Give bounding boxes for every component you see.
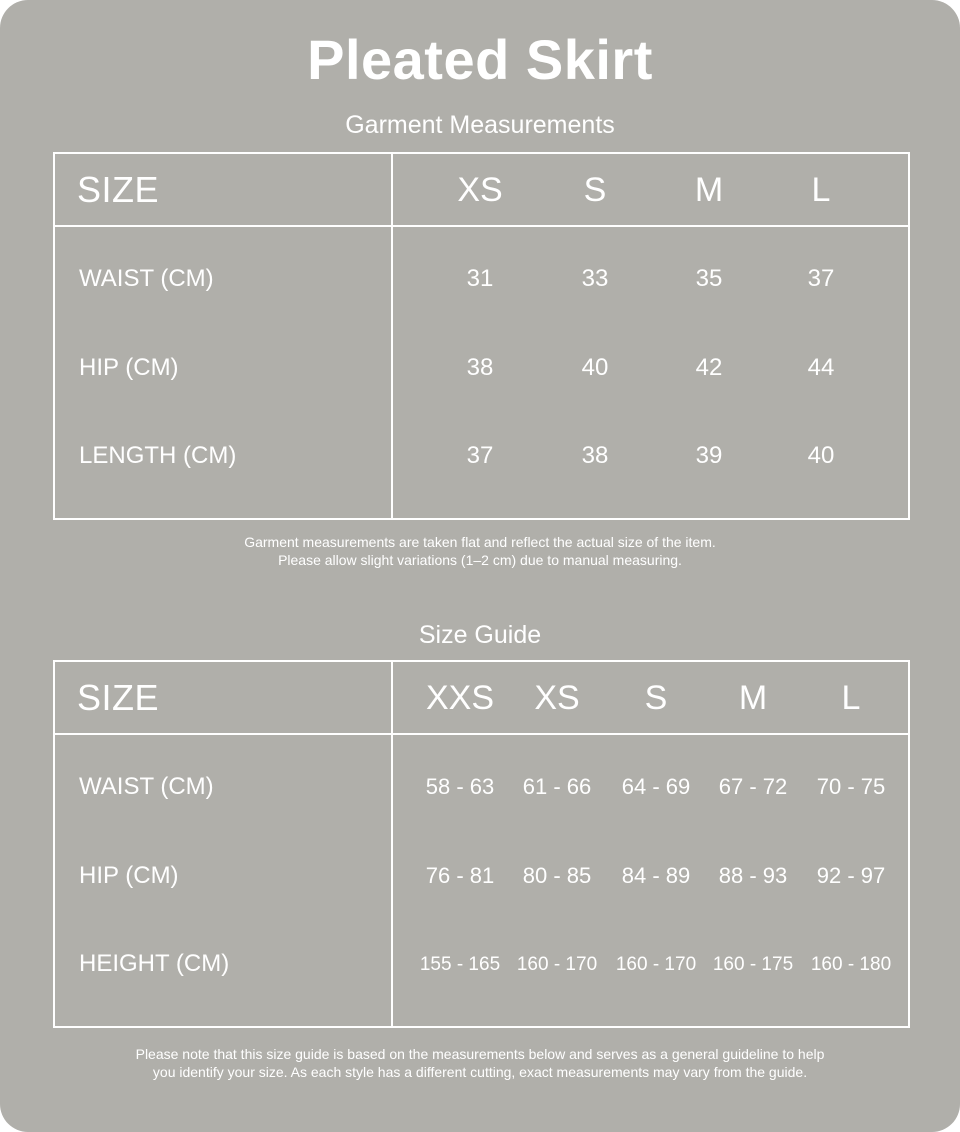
garment-measurements-table [53, 152, 910, 520]
size-header: SIZE [77, 677, 160, 718]
row-label-height: HEIGHT (CM) [79, 950, 230, 977]
table-cell: 37 [466, 442, 494, 469]
column-header-m: M [694, 171, 724, 209]
table-cell: 38 [466, 354, 494, 381]
table-cell: 40 [581, 354, 609, 381]
column-header-l: L [811, 171, 831, 209]
row-label-waist: WAIST (CM) [79, 773, 214, 800]
table-cell: 61 - 66 [522, 774, 592, 799]
note-line: Please allow slight variations (1–2 cm) due to manual measuring. [278, 552, 682, 568]
table-cell: 64 - 69 [621, 774, 691, 799]
column-header-s: S [644, 679, 668, 717]
table-cell: 42 [695, 354, 723, 381]
size-header: SIZE [77, 169, 160, 210]
garment-measurements-heading: Garment Measurements [345, 111, 615, 139]
table-cell: 160 - 170 [516, 954, 598, 975]
size-guide-table [53, 660, 910, 1028]
note-line: Garment measurements are taken flat and reflect the actual size of the item. [244, 534, 716, 550]
table-cell: 58 - 63 [425, 774, 495, 799]
table-cell: 67 - 72 [718, 774, 788, 799]
table-divider-vertical [391, 662, 393, 1026]
table-cell: 35 [695, 265, 723, 292]
table-cell: 160 - 180 [810, 954, 892, 975]
table-cell: 160 - 175 [712, 954, 794, 975]
table-cell: 84 - 89 [621, 863, 691, 888]
table-cell: 44 [807, 354, 835, 381]
table-cell: 155 - 165 [419, 954, 501, 975]
table-cell: 33 [581, 265, 609, 292]
row-label-length: LENGTH (CM) [79, 442, 237, 469]
table-cell: 76 - 81 [425, 863, 495, 888]
page-title: Pleated Skirt [307, 28, 653, 91]
row-label-hip: HIP (CM) [79, 862, 179, 889]
table-divider-horizontal [55, 225, 908, 227]
table-cell: 37 [807, 265, 835, 292]
table-cell: 31 [466, 265, 494, 292]
table-cell: 88 - 93 [718, 863, 788, 888]
row-label-hip: HIP (CM) [79, 354, 179, 381]
table-divider-vertical [391, 154, 393, 518]
table-divider-horizontal [55, 733, 908, 735]
table-cell: 92 - 97 [816, 863, 886, 888]
garment-measurements-note [0, 533, 960, 569]
row-label-waist: WAIST (CM) [79, 265, 214, 292]
column-header-m: M [738, 679, 768, 717]
size-guide-heading: Size Guide [418, 621, 542, 649]
column-header-s: S [583, 171, 607, 209]
column-header-l: L [841, 679, 861, 717]
table-cell: 160 - 170 [615, 954, 697, 975]
note-line: Please note that this size guide is based on the measurements below and serves as a general guideline to help [135, 1046, 825, 1062]
table-cell: 40 [807, 442, 835, 469]
column-header-xxs: XXS [425, 679, 495, 717]
table-cell: 70 - 75 [816, 774, 886, 799]
table-cell: 38 [581, 442, 609, 469]
column-header-xs: XS [457, 171, 503, 209]
column-header-xs: XS [534, 679, 580, 717]
size-guide-note [0, 1045, 960, 1081]
table-cell: 39 [695, 442, 723, 469]
note-line: you identify your size. As each style has a different cutting, exact measurements may vary from the guide. [152, 1064, 808, 1080]
table-cell: 80 - 85 [522, 863, 592, 888]
